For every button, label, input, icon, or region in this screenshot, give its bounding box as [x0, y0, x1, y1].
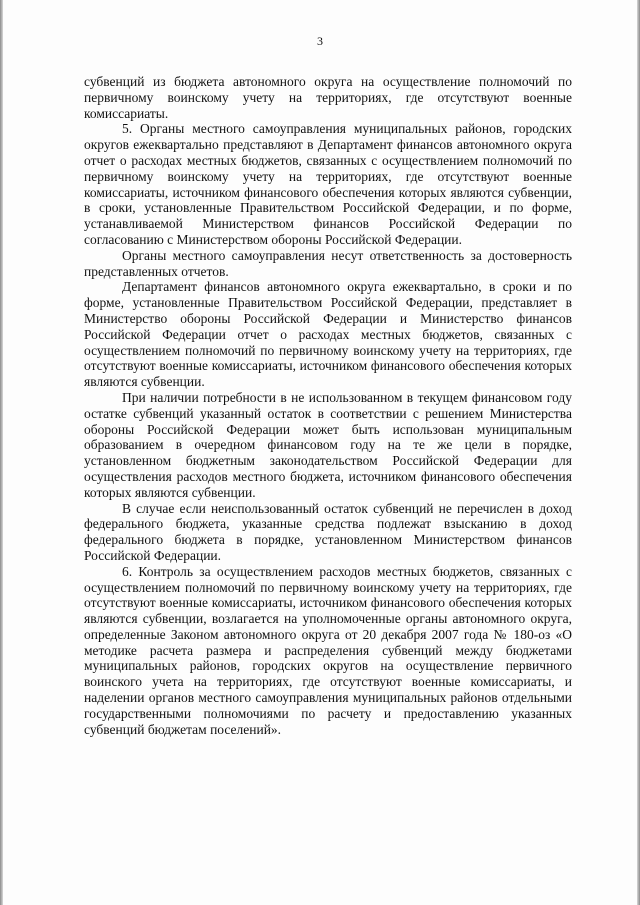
paragraph-department-report: Департамент финансов автономного округа ежеквартально, в сроки и по форме, установленные Правительством Российской Федерации, представляет в Министерство обороны Российской Федерации и Министерство финансов Российской Федерации отчет о расходах местных бюджетов, связанных с осуществлением полномочий по первичному воинскому учету на территориях, где отсутствуют военные комиссариаты, источником финансового обеспечения которых являются субвенции. — [84, 279, 572, 390]
paragraph-unused-balance: При наличии потребности в не использованном в текущем финансовом году остатке субвенций указанный остаток в соответствии с решением Министерства обороны Российской Федерации может быть использован муниципальным образованием в очередном финансовом году на те же цели в порядке, установленном бюджетным законодательством Российской Федерации для осуществления расходов местного бюджета, источником финансового обеспечения которых являются субвенции. — [84, 389, 572, 500]
paragraph-item-6: 6. Контроль за осуществлением расходов местных бюджетов, связанных с осуществлением полномочий по первичному воинскому учету на территориях, где отсутствуют военные комиссариаты, источником финансового обеспечения которых являются субвенции, возлагается на уполномоченные органы автономного округа, определенные Законом автономного округа от 20 декабря 2007 года № 180-оз «О методике расчета размера и распределения субвенций между бюджетами муниципальных районов, городских округов на осуществление первичного воинского учета на территориях, где отсутствуют военные комиссариаты, и наделении органов местного самоуправления муниципальных районов отдельными государственными полномочиями по расчету и предоставлению указанных субвенций бюджетам поселений». — [84, 563, 572, 737]
paragraph-responsibility: Органы местного самоуправления несут ответственность за достоверность представленных отчетов. — [84, 247, 572, 279]
scan-edge-left — [0, 0, 3, 905]
paragraph-item-5: 5. Органы местного самоуправления муниципальных районов, городских округов ежеквартально представляют в Департамент финансов автономного округа отчет о расходах местных бюджетов, связанных с осуществлением полномочий по первичному воинскому учету на территориях, где отсутствуют военные комиссариаты, источником финансового обеспечения которых являются субвенции, в сроки, установленные Правительством Российской Федерации, и по форме, устанавливаемой Министерством финансов Российской Федерации по согласованию с Министерством обороны Российской Федерации. — [84, 121, 572, 247]
paragraph-recovery: В случае если неиспользованный остаток субвенций не перечислен в доход федерального бюджета, указанные средства подлежат взысканию в доход федерального бюджета в порядке, установленном Министерством финансов Российской Федерации. — [84, 500, 572, 563]
page-number: 3 — [317, 34, 323, 48]
document-body — [84, 74, 572, 737]
paragraph-continuation: субвенций из бюджета автономного округа на осуществление полномочий по первичному воинскому учету на территориях, где отсутствуют военные комиссариаты. — [84, 74, 572, 121]
